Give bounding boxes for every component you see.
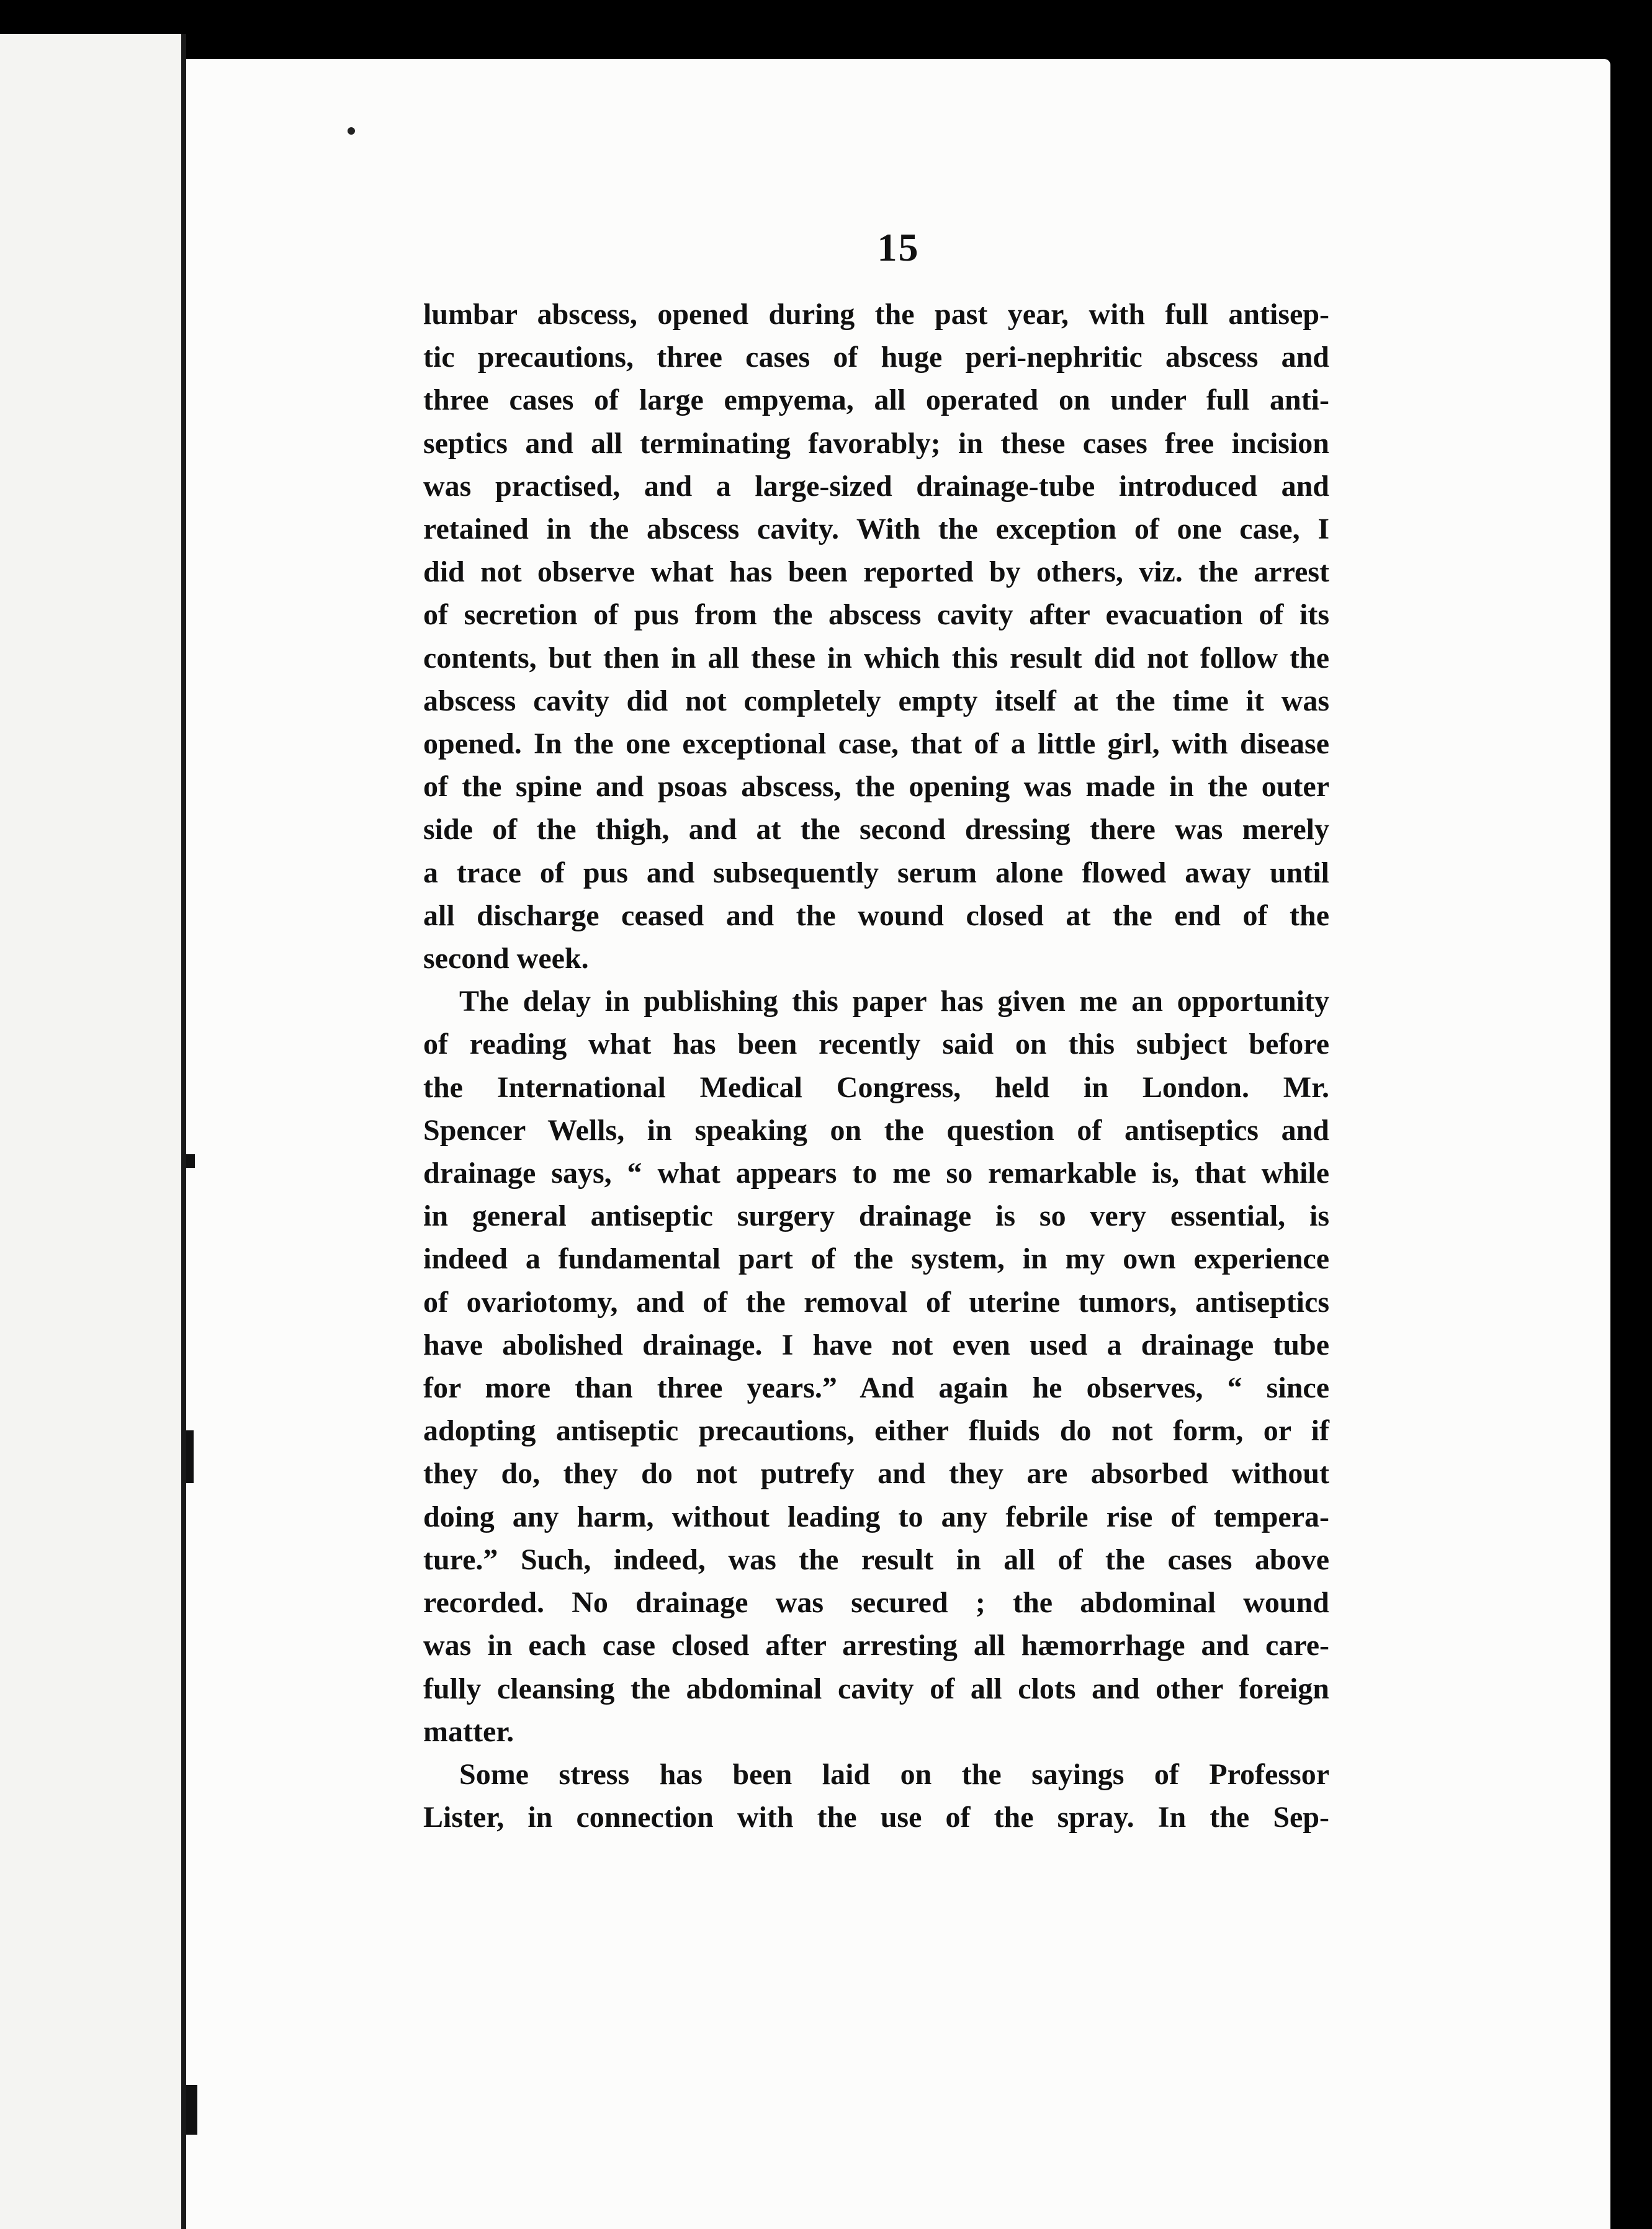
paragraph	[423, 1753, 1329, 1839]
text-line: they do, they do not putrefy and they are absorbed without	[423, 1457, 1329, 1491]
text-line: the International Medical Congress, held in London. Mr.	[423, 1070, 1329, 1104]
body-text	[423, 293, 1329, 1839]
text-line: in general antiseptic surgery drainage is so very essential, is	[423, 1200, 1329, 1233]
text-line: indeed a fundamental part of the system, in my own experience	[423, 1242, 1329, 1276]
text-line: second week.	[423, 942, 589, 975]
text-line: have abolished drainage. I have not even used a drainage tube	[423, 1328, 1329, 1361]
text-line: matter.	[423, 1715, 514, 1748]
text-line: Spencer Wells, in speaking on the question of antiseptics and	[423, 1113, 1329, 1147]
text-line: opened. In the one exceptional case, that of a little girl, with disease	[423, 727, 1329, 761]
text-line: was practised, and a large-sized drainage-tube introduced and	[423, 469, 1329, 503]
margin-mark	[186, 1430, 194, 1483]
text-line: of reading what has been recently said on this subject before	[423, 1028, 1329, 1061]
text-line: contents, but then in all these in which this result did not follow the	[423, 641, 1329, 675]
text-line: septics and all terminating favorably; in these cases free incision	[423, 426, 1329, 460]
text-line: lumbar abscess, opened during the past year, with full antisep-	[423, 298, 1329, 331]
text-line: three cases of large empyema, all operated on under full anti-	[423, 383, 1329, 417]
text-line: Some stress has been laid on the sayings of Professor	[459, 1757, 1329, 1791]
text-line: of ovariotomy, and of the removal of uterine tumors, antiseptics	[423, 1285, 1329, 1319]
margin-mark	[186, 1154, 195, 1168]
text-line: ture.” Such, indeed, was the result in all of the cases above	[423, 1543, 1329, 1576]
facing-page-edge	[0, 34, 181, 2229]
text-line: a trace of pus and subsequently serum alone flowed away until	[423, 856, 1329, 889]
text-line: tic precautions, three cases of huge peri-nephritic abscess and	[423, 341, 1329, 374]
text-line: recorded. No drainage was secured ; the abdominal wound	[423, 1586, 1329, 1620]
text-line: of secretion of pus from the abscess cavity after evacuation of its	[423, 598, 1329, 632]
text-line: Lister, in connection with the use of the spray. In the Sep-	[423, 1801, 1329, 1834]
text-line: side of the thigh, and at the second dressing there was merely	[423, 813, 1329, 846]
text-line: of the spine and psoas abscess, the opening was made in the outer	[423, 770, 1329, 804]
text-line: The delay in publishing this paper has given me an opportunity	[459, 985, 1329, 1018]
text-line: fully cleansing the abdominal cavity of all clots and other foreign	[423, 1672, 1329, 1705]
paragraph	[423, 293, 1329, 980]
text-line: retained in the abscess cavity. With the exception of one case, I	[423, 513, 1329, 546]
text-line: abscess cavity did not completely empty itself at the time it was	[423, 684, 1329, 717]
text-line: was in each case closed after arresting all hæmorrhage and care-	[423, 1629, 1329, 1662]
text-line: adopting antiseptic precautions, either fluids do not form, or if	[423, 1414, 1329, 1448]
scan-background-right	[1610, 59, 1652, 2229]
paragraph	[423, 980, 1329, 1753]
margin-mark	[186, 2085, 197, 2135]
scan-speck	[348, 127, 355, 135]
text-line: doing any harm, without leading to any febrile rise of tempera-	[423, 1500, 1329, 1533]
text-line: did not observe what has been reported by others, viz. the arrest	[423, 555, 1329, 589]
text-line: for more than three years.” And again he observes, “ since	[423, 1371, 1329, 1405]
text-line: drainage says, “ what appears to me so remarkable is, that while	[423, 1157, 1329, 1190]
binding-fold	[181, 34, 186, 2229]
text-line: all discharge ceased and the wound closed at the end of the	[423, 899, 1329, 932]
page-number: 15	[877, 225, 920, 269]
